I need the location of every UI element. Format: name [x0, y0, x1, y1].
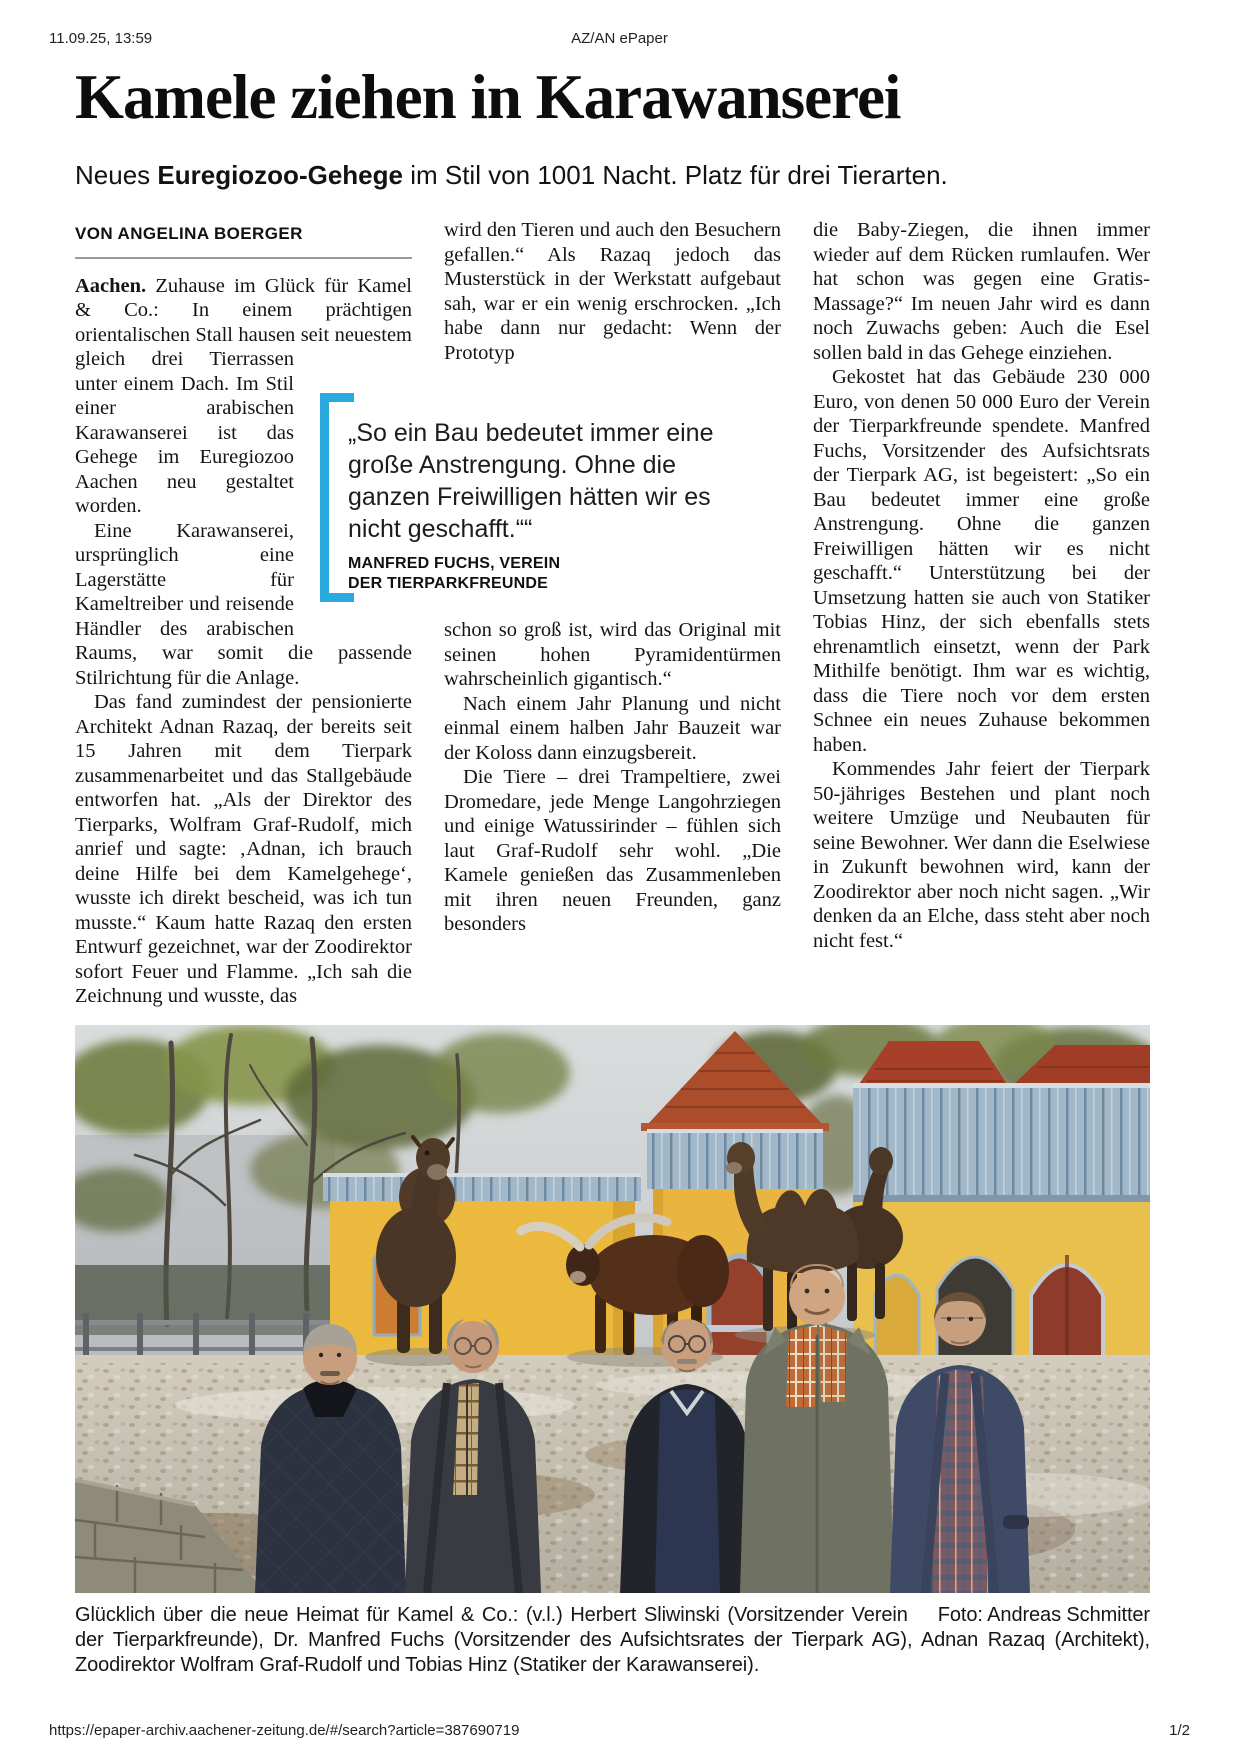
article-photo	[75, 1025, 1150, 1593]
subhead-prefix: Neues	[75, 160, 158, 190]
paragraph: schon so groß ist, wird das Original mit seinen hohen Pyramidentürmen wahrscheinlich gigantisch.“	[444, 619, 781, 690]
headline: Kamele ziehen in Karawanserei	[75, 62, 901, 132]
column-3	[813, 218, 1150, 1009]
paragraph: Die Tiere – drei Trampeltiere, zwei Dromedare, jede Menge Langohrziegen und einige Watussirinder – fühlen sich laut Graf-Rudolf sehr wohl. „Die Kamele genießen das Zusammenleben mit ihren neuen Freunden, ganz besonders	[444, 766, 781, 935]
subhead-bold: Euregiozoo-Gehege	[157, 160, 403, 190]
pull-quote-text: „So ein Bau bedeutet immer eine große Anstrengung. Ohne die ganzen Freiwilligen hätten wir es nicht geschafft.““	[348, 419, 714, 543]
photo-credit: Foto: Andreas Schmitter	[937, 1604, 1150, 1626]
photo-caption	[75, 1603, 1150, 1678]
column-2	[348, 218, 781, 1009]
byline: VON ANGELINA BOERGER	[75, 218, 412, 259]
paragraph: Kommendes Jahr feiert der Tierpark 50-jähriges Bestehen und plant noch weitere Umzüge und Neubauten für seine Bewohner. Wer dann die Eselwiese in Zukunft bewohnen wird, kann der Zoodirektor aber noch nicht sagen. „Wir denken da an Elche, dass steht aber noch nicht fest.“	[813, 758, 1150, 952]
paragraph: die Baby-Ziegen, die ihnen immer wieder auf dem Rücken rumlaufen. Wer hat schon was gegen eine Gratis-Massage?“ Im neuen Jahr wird es dann noch Zuwachs geben: Auch die Esel sollen bald in das Gehege einziehen.	[813, 219, 1150, 364]
paragraph: Eine Karawanserei, ursprünglich eine Lagerstätte für Kameltreiber und reisende Händler des arabischen Raums, war somit die passende Stilrichtung für die Anlage.	[75, 519, 412, 689]
pull-quote	[320, 393, 720, 602]
pull-quote-attribution: MANFRED FUCHS, VEREIN	[348, 555, 561, 572]
quote-bracket-icon	[320, 393, 329, 602]
paragraph: Das fand zumindest der pensionierte Architekt Adnan Razaq, der bereits seit 15 Jahren mit dem Tierpark zusammenarbeitet und das Stallgebäude entworfen hat. „Als der Direktor des Tierparks, Wolfram Graf-Rudolf, mich anrief und sagte: ‚Adnan, ich brauch deine Hilfe bei dem Kamelgehege‘, wusste ich direkt bescheid, was ich tun musste.“ Kaum hatte Razaq den ersten Entwurf gezeichnet, war der Zoodirektor sofort Feuer und Flamme. „Ich sah die Zeichnung und wusste, das	[75, 691, 412, 1007]
epaper-title: AZ/AN ePaper	[571, 30, 668, 47]
paragraph: wird den Tieren und auch den Besuchern gefallen.“ Als Razaq jedoch das Musterstück in der Werkstatt aufgebaut sah, war er ein wenig erschrocken. „Ich habe dann nur gedacht: Wenn der Prototyp	[444, 219, 781, 364]
article-body	[75, 218, 1150, 1009]
paragraph: Gekostet hat das Gebäude 230 000 Euro, von denen 50 000 Euro der Verein der Tierparkfreunde spendete. Manfred Fuchs, Vorsitzender des Aufsichtsrats der Tierpark AG, ist begeistert: „So ein Bau bedeutet immer eine große Anstrengung. Ohne die ganzen Freiwilligen hätten wir es nicht geschafft.“ Unterstützung bei der Umsetzung hatten sie auch von Statiker Tobias Hinz, der sich ebenfalls stets ehrenamtlich einsetzt, wenn der Park Mithilfe benötigt. Ihm war es wichtig, dass die Tiere noch vor dem ersten Schnee ein neues Zuhause bekommen haben.	[813, 366, 1150, 756]
subhead-suffix: im Stil von 1001 Nacht. Platz für drei Tierarten.	[402, 160, 948, 190]
paragraph: Nach einem Jahr Planung und nicht einmal einem halben Jahr Bauzeit war der Koloss dann einzugsbereit.	[444, 692, 781, 764]
column-1	[75, 218, 412, 1009]
print-date: 11.09.25, 13:59	[49, 30, 153, 47]
photo-caption-text: Glücklich über die neue Heimat für Kamel & Co.: (v.l.) Herbert Sliwinski (Vorsitzender Verein der Tierparkfreunde), Dr. Manfred Fuchs (Vorsitzender des Aufsichtsrates der Tierpark AG), Adnan Razaq (Architekt), Zoodirektor Wolfram Graf-Rudolf und Tobias Hinz (Statiker der Karawanserei).	[75, 1604, 1150, 1676]
pull-quote-attribution: DER TIERPARKFREUNDE	[348, 575, 548, 592]
footer-url: https://epaper-archiv.aachener-zeitung.de/#/search?article=387690719	[49, 1722, 520, 1739]
paragraph: Aachen. Zuhause im Glück für Kamel & Co.: In einem prächtigen orientalischen Stall hausen seit neuestem gleich drei Tierrassen unter einem Dach. Im Stil einer arabischen Karawanserei ist das Gehege im Euregiozoo Aachen neu gestaltet worden.	[75, 274, 412, 519]
dateline: Aachen.	[75, 274, 147, 297]
subhead	[75, 160, 1155, 191]
page-indicator: 1/2	[1169, 1722, 1190, 1739]
